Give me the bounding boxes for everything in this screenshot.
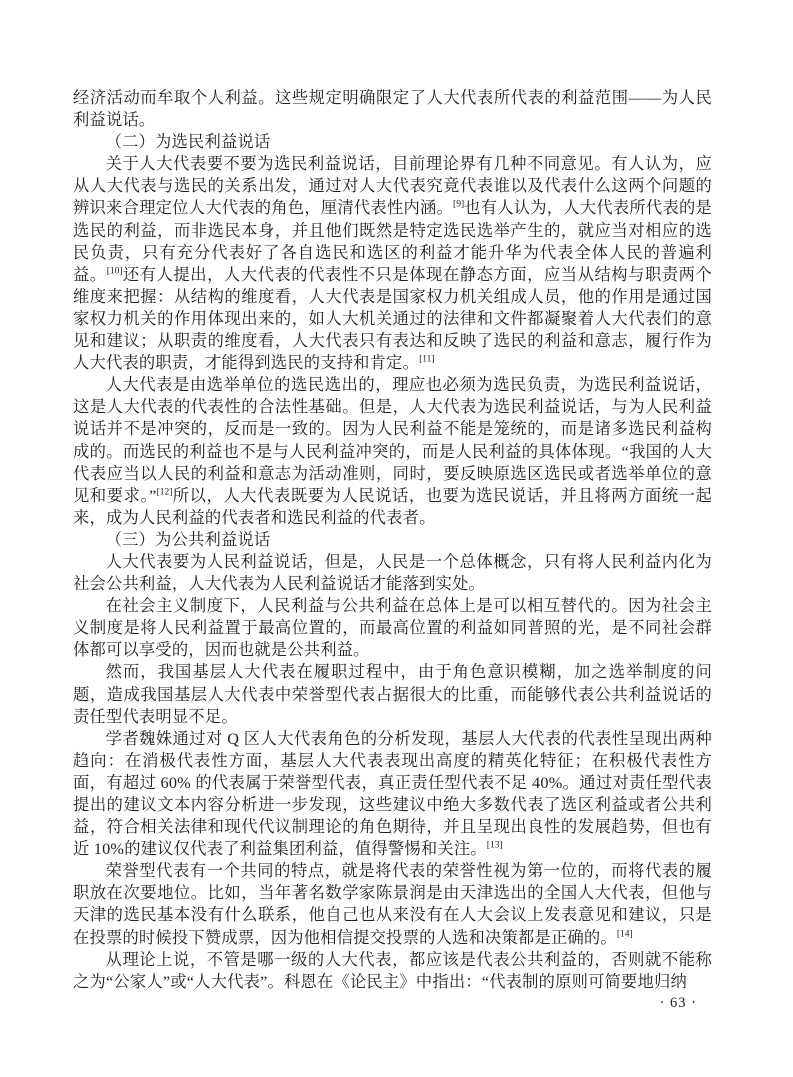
text-run: 所以，人大代表既要为人民说话，也要为选民说话，并且将两方面统一起来，成为人民利益的代表者和选民利益的代表者。 — [73, 485, 712, 527]
paragraph — [73, 595, 712, 661]
footnote-reference: [13] — [486, 840, 503, 851]
paragraph — [73, 551, 712, 595]
text-run: 然而，我国基层人大代表在履职过程中，由于角色意识模糊，加之选举制度的问题，造成我国基层人大代表中荣誉型代表占据很大的比重，而能够代表公共利益说话的责任型代表明显不足。 — [73, 662, 712, 726]
paragraph — [73, 153, 712, 374]
footnote-reference: [11] — [419, 354, 435, 365]
text-run: 学者魏姝通过对 Q 区人大代表角色的分析发现，基层人大代表的代表性呈现出两种趋向：在消极代表性方面，基层人大代表表现出高度的精英化特征；在积极代表性方面，有超过 60% 的代表属于荣誉型代表，真正责任型代表不足 40%。通过对责任型代表提出的建议文本内容分析进一步发现，这些建议中绝大多数代表了选区利益或者公共利益，符合相关法律和现代代议制理论的角色期待，并且呈现出良性的发展趋势，但也有近 10%的建议仅代表了利益集团利益，值得警惕和关注。 — [73, 728, 712, 859]
text-run: 还有人提出，人大代表的代表性不只是体现在静态方面，应当从结构与职责两个维度来把握：从结构的维度看，人大代表是国家权力机关组成人员，他的作用是通过国家权力机关的作用体现出来的，如人大机关通过的法律和文件都凝聚着人大代表们的意见和建议；从职责的维度看，人大代表只有表达和反映了选民的利益和意志，履行作为人大代表的职责，才能得到选民的支持和肯定。 — [73, 264, 712, 373]
text-run: 经济活动而牟取个人利益。这些规定明确限定了人大代表所代表的利益范围——为人民利益说话。 — [73, 88, 712, 130]
text-run: 人大代表要为人民利益说话，但是，人民是一个总体概念，只有将人民利益内化为社会公共利益，人大代表为人民利益说话才能落到实处。 — [73, 551, 712, 594]
page-text — [73, 87, 712, 993]
text-run: （二）为选民利益说话 — [105, 132, 271, 152]
paragraph — [73, 728, 712, 861]
paragraph — [73, 860, 712, 948]
text-run: 从理论上说，不管是哪一级的人大代表，都应该是代表公共利益的，否则就不能称之为“公家人”或“人大代表”。科恩在《论民主》中指出：“代表制的原则可简要地归纳 — [73, 949, 712, 991]
text-run: 在社会主义制度下，人民利益与公共利益在总体上是可以相互替代的。因为社会主义制度是将人民利益置于最高位置的，而最高位置的利益如同普照的光，是不同社会群体都可以享受的，因而也就是公共利益。 — [73, 596, 712, 660]
text-run: 荣誉型代表有一个共同的特点，就是将代表的荣誉性视为第一位的，而将代表的履职放在次要地位。比如，当年著名数学家陈景润是由天津选出的全国人大代表，但他与天津的选民基本没有什么联系，他自己也从来没有在人大会议上发表意见和建议，只是在投票的时候投下赞成票，因为他相信提交投票的人选和决策都是正确的。 — [73, 861, 712, 947]
footnote-reference: [12] — [156, 487, 173, 498]
paragraph — [73, 374, 712, 529]
paragraph — [73, 87, 712, 131]
page-number: · 63 · — [659, 995, 697, 1011]
text-run: （三）为公共利益说话 — [105, 529, 271, 549]
footnote-reference: [10] — [106, 266, 123, 277]
section-heading — [73, 131, 712, 153]
section-heading — [73, 529, 712, 551]
paragraph — [73, 949, 712, 993]
footnote-reference: [9] — [453, 200, 465, 211]
text-run: 关于人大代表要不要为选民利益说话，目前理论界有几种不同意见。有人认为，应从人大代表与选民的关系出发，通过对人大代表究竟代表谁以及代表什么这两个问题的辨识来合理定位人大代表的角色，厘清代表性内涵。 — [73, 154, 712, 218]
footnote-reference: [14] — [616, 929, 633, 940]
text-run: 人大代表是由选举单位的选民选出的，理应也必须为选民负责，为选民利益说话，这是人大代表的代表性的合法性基础。但是，人大代表为选民利益说话，与为人民利益说话并不是冲突的，反而是一致的。因为人民利益不能是笼统的，而是诸多选民利益构成的。而选民的利益也不是与人民利益冲突的，而是人民利益的具体体现。“我国的人大代表应当以人民的利益和意志为活动准则，同时，要反映原选区选民或者选举单位的意见和要求。” — [73, 375, 712, 505]
text-run: 也有人认为，人大代表所代表的是选民的利益，而非选民本身，并且他们既然是特定选民选举产生的，就应当对相应的选民负责，只有充分代表好了各自选民和选区的利益才能升华为代表全体人民的普遍利益。 — [73, 198, 712, 284]
paragraph — [73, 661, 712, 727]
